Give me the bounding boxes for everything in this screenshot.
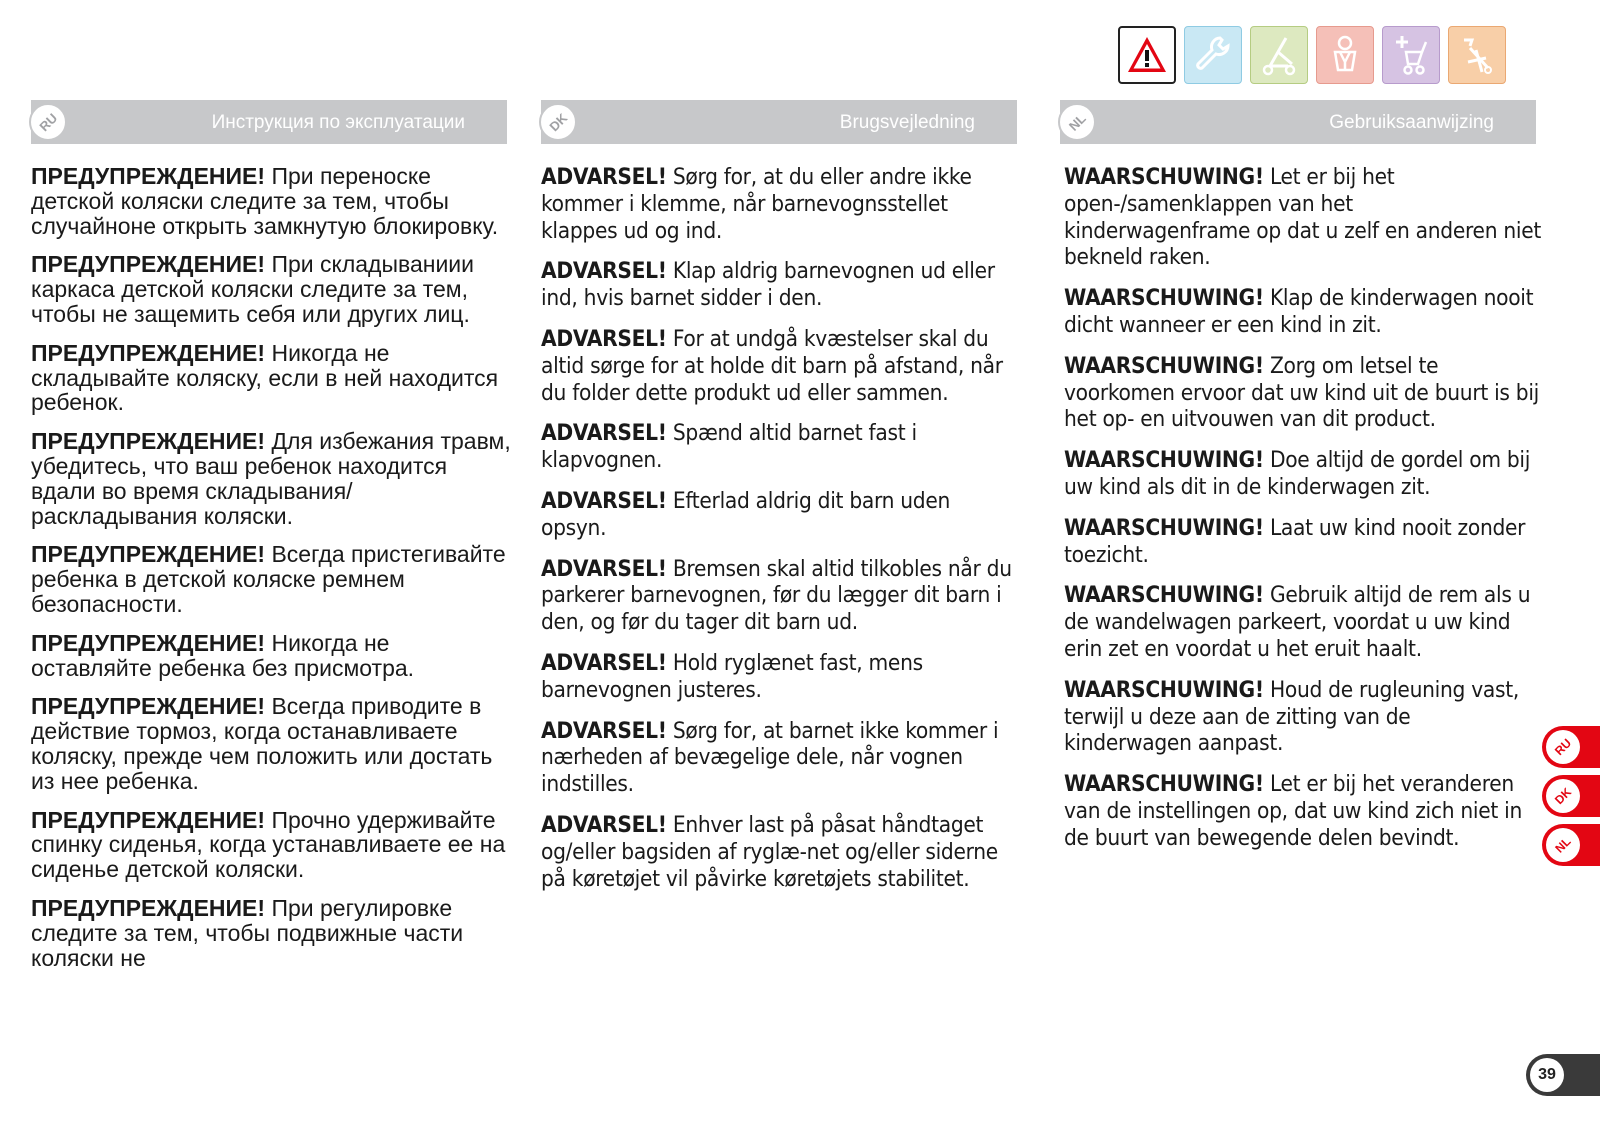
warning-paragraph [1064, 515, 1544, 569]
warning-text: For at undgå kvæstelser skal du altid sørge for at holde dit barn på afstand, når du folder dette produkt ud eller sammen. [541, 325, 1003, 406]
warning-lead: ПРЕДУПРЕЖДЕНИЕ! [31, 629, 266, 656]
warning-paragraph [541, 258, 1016, 312]
warning-lead: ПРЕДУПРЕЖДЕНИЕ! [31, 693, 266, 720]
warning-paragraph [31, 164, 511, 238]
warning-lead: ADVARSEL! [541, 717, 667, 744]
stroller-frame-icon [1250, 26, 1308, 84]
warning-paragraph [541, 164, 1016, 244]
stroller-accessories-icon [1382, 26, 1440, 84]
warning-lead: WAARSCHUWING! [1064, 582, 1264, 609]
warning-paragraph [31, 694, 511, 793]
wrench-icon [1184, 26, 1242, 84]
warning-text: При складываниии каркаса детской коляски следите за тем, чтобы не защемить себя или других лиц. [31, 251, 474, 327]
warning-paragraph [541, 556, 1016, 636]
warning-text: Let er bij het veranderen van de instellingen op, dat uw kind zich niet in de buurt van bewegende delen bevindt. [1064, 771, 1523, 851]
language-badge-nl: NL [1058, 103, 1096, 141]
warning-lead: WAARSCHUWING! [1064, 676, 1264, 703]
column-title-dk: Brugsvejledning [839, 112, 975, 133]
warning-text: Никогда не складывайте коляску, если в ней находится ребенок. [31, 339, 499, 416]
warning-lead: ADVARSEL! [541, 555, 667, 582]
warning-lead: ADVARSEL! [541, 258, 667, 285]
warning-text: Sørg for, at barnet ikke kommer i nærheden af bevægelige dele, når vognen indstilles. [541, 717, 999, 798]
warning-text: Doe altijd de gordel om bij uw kind als dit in de kinderwagen zit. [1064, 447, 1531, 500]
warning-paragraph [31, 341, 511, 415]
warning-text: Let er bij het open-/samenklappen van het kinderwagenframe op dat u zelf en anderen niet bekneld raken. [1064, 164, 1542, 271]
warning-text: При регулировке следите за тем, чтобы подвижные части коляски не [31, 894, 464, 971]
warning-paragraph [1064, 447, 1544, 501]
side-tab-dk: DK [1542, 775, 1600, 817]
warning-paragraph [31, 896, 511, 970]
warning-text: Enhver last på påsat håndtaget og/eller bagsiden af ryglæ-net og/eller siderne på køretøjet vil påvirke køretøjets stabilitet. [541, 811, 998, 892]
page-number: 39 [1530, 1058, 1564, 1092]
warning-lead: ADVARSEL! [541, 420, 667, 447]
column-header-nl [1060, 100, 1536, 144]
warning-lead: ПРЕДУПРЕЖДЕНИЕ! [31, 428, 266, 455]
warning-lead: WAARSCHUWING! [1064, 447, 1264, 474]
column-header-ru [31, 100, 507, 144]
warning-text: Spænd altid barnet fast i klapvognen. [541, 420, 917, 474]
warning-paragraph [31, 429, 511, 528]
warning-paragraph [541, 650, 1016, 704]
warning-triangle-icon [1118, 26, 1176, 84]
warning-text: Laat uw kind nooit zonder toezicht. [1064, 514, 1526, 568]
warning-text: Для избежания травм, убедитесь, что ваш ребенок находится вдали во время складывания/раскладывания коляски. [31, 428, 511, 529]
warning-paragraph [31, 808, 511, 882]
column-nl [1064, 164, 1544, 866]
warning-paragraph [31, 542, 511, 616]
warning-paragraph [31, 252, 511, 326]
column-ru [31, 164, 511, 984]
warning-lead: ADVARSEL! [541, 811, 667, 838]
warning-lead: ADVARSEL! [541, 164, 667, 190]
warning-text: При переноске детской коляски следите за тем, чтобы случайноне открыть замкнутую блокировку. [31, 163, 499, 239]
warning-paragraph [1064, 582, 1544, 662]
warning-paragraph [541, 326, 1016, 406]
warning-lead: WAARSCHUWING! [1064, 164, 1264, 190]
warning-text: Efterlad aldrig dit barn uden opsyn. [541, 487, 951, 541]
column-header-dk [541, 100, 1017, 144]
warning-text: Gebruik altijd de rem als u de wandelwagen parkeert, voordat u uw kind erin zet en voordat u het eruit haalt. [1064, 582, 1531, 662]
warning-lead: ПРЕДУПРЕЖДЕНИЕ! [31, 541, 266, 568]
warning-lead: ПРЕДУПРЕЖДЕНИЕ! [31, 894, 266, 921]
column-title-nl: Gebruiksaanwijzing [1329, 112, 1494, 133]
warning-paragraph [1064, 164, 1544, 271]
warning-lead: WAARSCHUWING! [1064, 514, 1264, 541]
language-badge-ru: RU [29, 103, 67, 141]
warning-text: Прочно удерживайте спинку сиденья, когда устанавливаете ее на сиденье детской коляски. [31, 806, 506, 883]
warning-text: Klap aldrig barnevognen ud eller ind, hvis barnet sidder i den. [541, 258, 995, 312]
warning-text: Hold ryglænet fast, mens barnevognen justeres. [541, 649, 923, 703]
warning-paragraph [1064, 353, 1544, 433]
warning-text: Houd de rugleuning vast, terwijl u deze aan de zitting van de kinderwagen aanpast. [1064, 676, 1519, 757]
warning-paragraph [541, 488, 1016, 542]
warning-text: Sørg for, at du eller andre ikke kommer i klemme, når barnevognsstellet klappes ud og ind. [541, 164, 972, 244]
warning-text: Klap de kinderwagen nooit dicht wanneer er een kind in zit. [1064, 285, 1534, 338]
side-tab-nl: NL [1542, 824, 1600, 866]
warning-lead: ADVARSEL! [541, 649, 667, 676]
warning-lead: WAARSCHUWING! [1064, 771, 1264, 798]
warning-paragraph [541, 812, 1016, 892]
warning-text: Никогда не оставляйте ребенка без присмотра. [31, 629, 415, 681]
warning-text: Всегда пристегивайте ребенка в детской коляске ремнем безопасности. [31, 541, 506, 617]
warning-lead: ПРЕДУПРЕЖДЕНИЕ! [31, 806, 266, 833]
section-icon-strip [1118, 26, 1506, 84]
column-title-ru: Инструкция по эксплуатации [211, 112, 465, 133]
warning-paragraph [541, 420, 1016, 474]
warning-lead: ADVARSEL! [541, 487, 667, 514]
child-harness-icon [1316, 26, 1374, 84]
side-tab-ru: RU [1542, 726, 1600, 768]
warning-lead: ADVARSEL! [541, 325, 667, 352]
warning-paragraph [31, 631, 511, 681]
warning-text: Bremsen skal altid tilkobles når du parkerer barnevognen, før du lægger dit barn i den, og før du tager dit barn ud. [541, 555, 1012, 636]
warning-paragraph [1064, 285, 1544, 339]
warning-lead: WAARSCHUWING! [1064, 285, 1264, 312]
warning-text: Всегда приводите в действие тормоз, когда останавливаете коляску, прежде чем положить или достать из нее ребенка. [31, 693, 493, 794]
warning-paragraph [1064, 677, 1544, 757]
warning-lead: ПРЕДУПРЕЖДЕНИЕ! [31, 251, 266, 278]
warning-text: Zorg om letsel te voorkomen ervoor dat uw kind uit de buurt is bij het op- en uitvouwen van dit product. [1064, 352, 1539, 433]
warning-lead: WAARSCHUWING! [1064, 352, 1264, 379]
warning-lead: ПРЕДУПРЕЖДЕНИЕ! [31, 163, 266, 189]
page-number-tab [1526, 1054, 1600, 1096]
language-badge-dk: DK [539, 103, 577, 141]
column-dk [541, 164, 1016, 906]
folded-stroller-icon [1448, 26, 1506, 84]
warning-paragraph [1064, 771, 1544, 851]
warning-paragraph [541, 718, 1016, 798]
warning-lead: ПРЕДУПРЕЖДЕНИЕ! [31, 339, 266, 366]
